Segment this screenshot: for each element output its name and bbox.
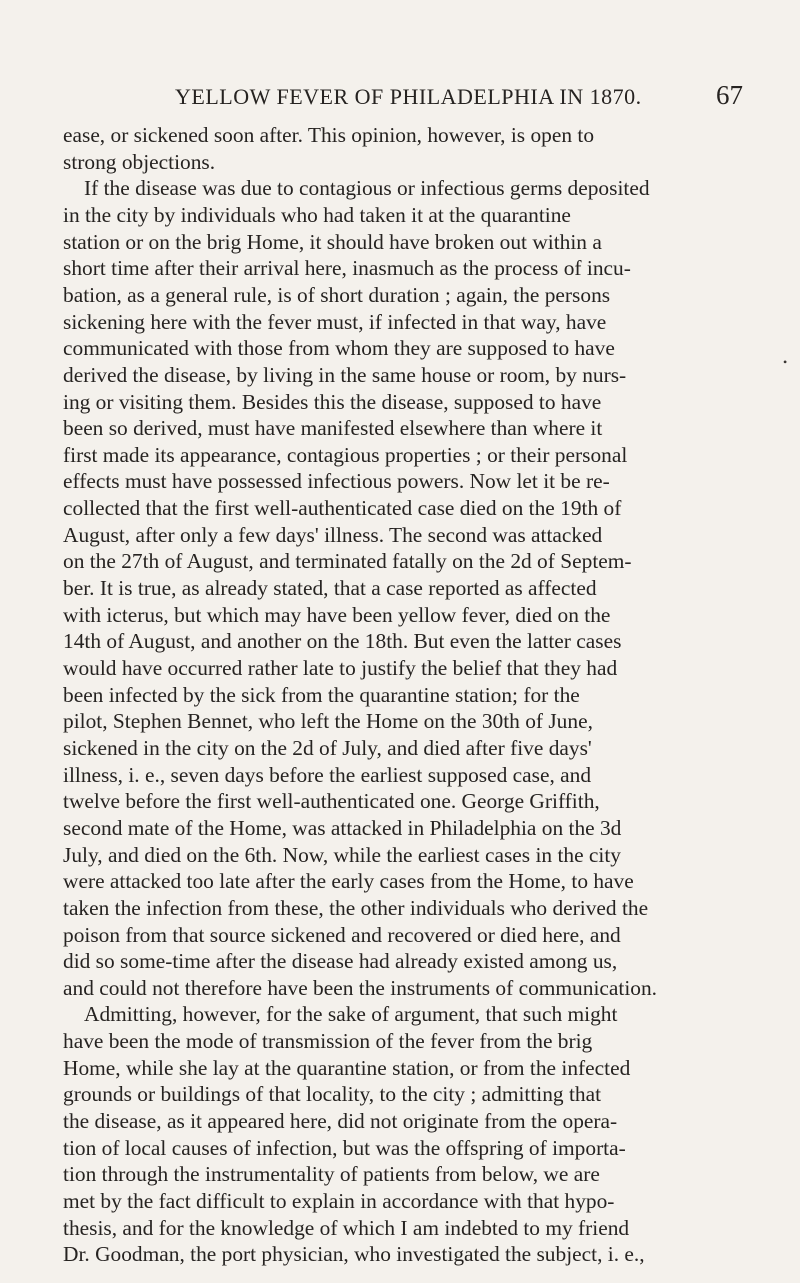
text-line: on the 27th of August, and terminated fatally on the 2d of Septem- <box>63 549 632 574</box>
text-line: in the city by individuals who had taken it at the quarantine <box>63 202 571 227</box>
stray-ink-mark: • <box>783 355 788 369</box>
text-line: If the disease was due to contagious or infectious germs deposited <box>84 176 650 201</box>
text-line: the disease, as it appeared here, did not originate from the opera- <box>63 1109 618 1134</box>
running-head: YELLOW FEVER OF PHILADELPHIA IN 1870. <box>175 84 642 109</box>
text-line: station or on the brig Home, it should have broken out within a <box>63 229 602 254</box>
text-line: with icterus, but which may have been yellow fever, died on the <box>63 602 611 627</box>
text-line: did so some-time after the disease had already existed among us, <box>63 949 618 974</box>
text-line: met by the fact difficult to explain in accordance with that hypo- <box>63 1189 615 1213</box>
text-line: ease, or sickened soon after. This opinion, however, is open to <box>63 123 595 147</box>
text-line: thesis, and for the knowledge of which I am indebted to my friend <box>63 1215 630 1240</box>
text-line: illness, i. e., seven days before the earliest supposed case, and <box>63 762 592 787</box>
text-line: 14th of August, and another on the 18th. But even the latter cases <box>63 629 622 654</box>
text-line: July, and died on the 6th. Now, while the earliest cases in the city <box>63 842 621 867</box>
text-line: collected that the first well-authenticated case died on the 19th of <box>63 496 622 521</box>
text-line: pilot, Stephen Bennet, who left the Home on the 30th of June, <box>63 709 593 734</box>
text-line: bation, as a general rule, is of short duration ; again, the persons <box>63 282 611 307</box>
text-line: twelve before the first well-authenticated one. George Griffith, <box>63 789 600 814</box>
text-line: sickened in the city on the 2d of July, and died after five days' <box>63 735 592 760</box>
text-line: poison from that source sickened and recovered or died here, and <box>63 922 621 947</box>
text-line: tion of local causes of infection, but was the offspring of importa- <box>63 1135 626 1160</box>
text-line: would have occurred rather late to justify the belief that they had <box>63 656 618 680</box>
text-line: first made its appearance, contagious properties ; or their personal <box>63 442 628 467</box>
text-line: ber. It is true, as already stated, that a case reported as affected <box>63 576 597 601</box>
text-line: were attacked too late after the early cases from the Home, to have <box>63 869 634 894</box>
text-line: been so derived, must have manifested elsewhere than where it <box>63 416 603 441</box>
text-line: strong objections. <box>63 149 216 174</box>
text-line: taken the infection from these, the other individuals who derived the <box>63 895 649 920</box>
text-line: derived the disease, by living in the same house or room, by nurs- <box>63 362 627 387</box>
text-line: Home, while she lay at the quarantine station, or from the infected <box>63 1055 631 1080</box>
text-line: been infected by the sick from the quarantine station; for the <box>63 682 580 707</box>
text-line: short time after their arrival here, inasmuch as the process of incu- <box>63 256 631 281</box>
text-line: sickening here with the fever must, if infected in that way, have <box>63 309 607 334</box>
text-line: second mate of the Home, was attacked in Philadelphia on the 3d <box>63 815 622 840</box>
text-line: tion through the instrumentality of patients from below, we are <box>63 1162 600 1187</box>
text-line: August, after only a few days' illness. The second was attacked <box>63 522 603 547</box>
page-number: 67 <box>716 80 743 110</box>
text-line: communicated with those from whom they are supposed to have <box>63 336 615 361</box>
text-line: ing or visiting them. Besides this the disease, supposed to have <box>63 389 602 414</box>
text-line: Admitting, however, for the sake of argument, that such might <box>84 1002 618 1027</box>
text-line: have been the mode of transmission of the fever from the brig <box>63 1029 593 1054</box>
text-line: Dr. Goodman, the port physician, who investigated the subject, i. e., <box>63 1242 645 1267</box>
text-line: grounds or buildings of that locality, to the city ; admitting that <box>63 1082 602 1107</box>
text-line: effects must have possessed infectious powers. Now let it be re- <box>63 469 610 494</box>
text-line: and could not therefore have been the instruments of communication. <box>63 975 657 1000</box>
